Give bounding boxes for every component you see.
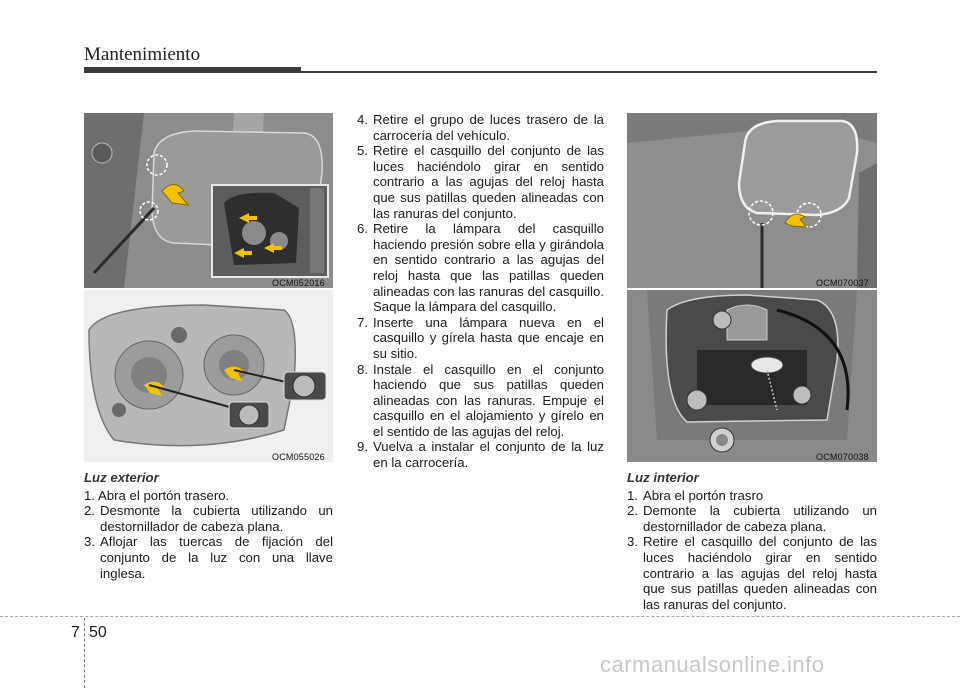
list-text: Demonte la cubierta utilizando un destornillador de cabeza plana. (643, 503, 877, 534)
list-number: 1. (84, 487, 95, 503)
list-item (84, 534, 333, 581)
list-item (627, 488, 877, 504)
list-item (627, 503, 877, 534)
list-text: Retire el casquillo del conjunto de las luces haciéndolo girar en sentido contrario a las agujas del reloj hasta que sus patillas queden alineadas con las ranuras del conjunto. (373, 143, 604, 221)
list-item (357, 362, 604, 440)
figure-code: OCM052016 (272, 278, 325, 288)
list-item (357, 143, 604, 221)
interior-lamp-cover-illustration (627, 113, 877, 288)
list-number: 2. (84, 503, 95, 519)
footer-divider (84, 618, 86, 688)
section-heading: Luz exterior (84, 470, 159, 485)
list-text: Inserte una lámpara nueva en el casquillo y gírela hasta que encaje en su sitio. (373, 314, 604, 361)
list-number: 2. (627, 503, 638, 519)
list-number: 8. (357, 361, 368, 377)
chapter-number: 7 (71, 624, 80, 641)
list-number: 6. (357, 221, 368, 237)
list-number: 7. (357, 314, 368, 330)
figure-interior-lamp-cover (627, 113, 877, 288)
list-item (357, 439, 604, 470)
list-number: 1. (627, 487, 638, 503)
list-text: Retire el casquillo del conjunto de las luces haciéndolo girar en sentido contrario a las agujas del reloj hasta que sus patillas queden alineadas con las ranuras del conjunto. (643, 534, 877, 612)
page-number: 50 (89, 624, 107, 641)
list-number: 3. (84, 534, 95, 550)
figure-code: OCM055026 (272, 452, 325, 462)
list-text: Retire el grupo de luces trasero de la carrocería del vehículo. (373, 112, 604, 143)
list-item (357, 315, 604, 362)
list-number: 3. (627, 534, 638, 550)
list-item (84, 503, 333, 534)
text-column-interior (627, 470, 877, 612)
figure-tailgate-cover (84, 113, 333, 288)
list-item (357, 221, 604, 315)
figure-interior-lamp-bulb (627, 290, 877, 462)
footer-rule (0, 616, 960, 617)
list-number: 9. (357, 439, 368, 455)
list-item (357, 112, 604, 143)
tailgate-cover-illustration (84, 113, 333, 288)
figure-exterior-lamp (84, 290, 333, 462)
list-item (627, 534, 877, 612)
text-column-exterior (84, 470, 333, 581)
figure-code: OCM070037 (816, 278, 869, 288)
exterior-lamp-illustration (84, 290, 333, 462)
list-text: Abra el portón trasero. (98, 487, 230, 503)
header-rule-thick (84, 67, 301, 73)
list-text: Instale el casquillo en el conjunto haciendo que sus patillas queden alineadas con las ranuras. Empuje el casquillo en el alojamiento y gírelo en el sentido de las agujas del reloj. (373, 361, 604, 439)
list-text: Retire la lámpara del casquillo haciendo presión sobre ella y girándola en sentido contrario a las agujas del reloj hasta que las patillas queden alineadas con las ranuras del casquillo. Saque la lámpara del casquillo. (373, 221, 604, 315)
header-rule-thin (301, 71, 877, 73)
list-text: Aflojar las tuercas de fijación del conjunto de la luz con una llave inglesa. (100, 534, 333, 581)
list-item (84, 488, 333, 504)
figure-code: OCM070038 (816, 452, 869, 462)
section-heading: Luz interior (627, 470, 699, 485)
list-number: 5. (357, 143, 368, 159)
interior-lamp-bulb-illustration (627, 290, 877, 462)
watermark: carmanualsonline.info (600, 652, 825, 677)
list-text: Desmonte la cubierta utilizando un destornillador de cabeza plana. (100, 503, 333, 534)
list-number: 4. (357, 112, 368, 127)
text-column-steps (357, 112, 604, 471)
list-text: Vuelva a instalar el conjunto de la luz en la carrocería. (373, 439, 604, 471)
page-header-title: Mantenimiento (84, 44, 201, 65)
list-text: Abra el portón trasro (643, 487, 764, 503)
